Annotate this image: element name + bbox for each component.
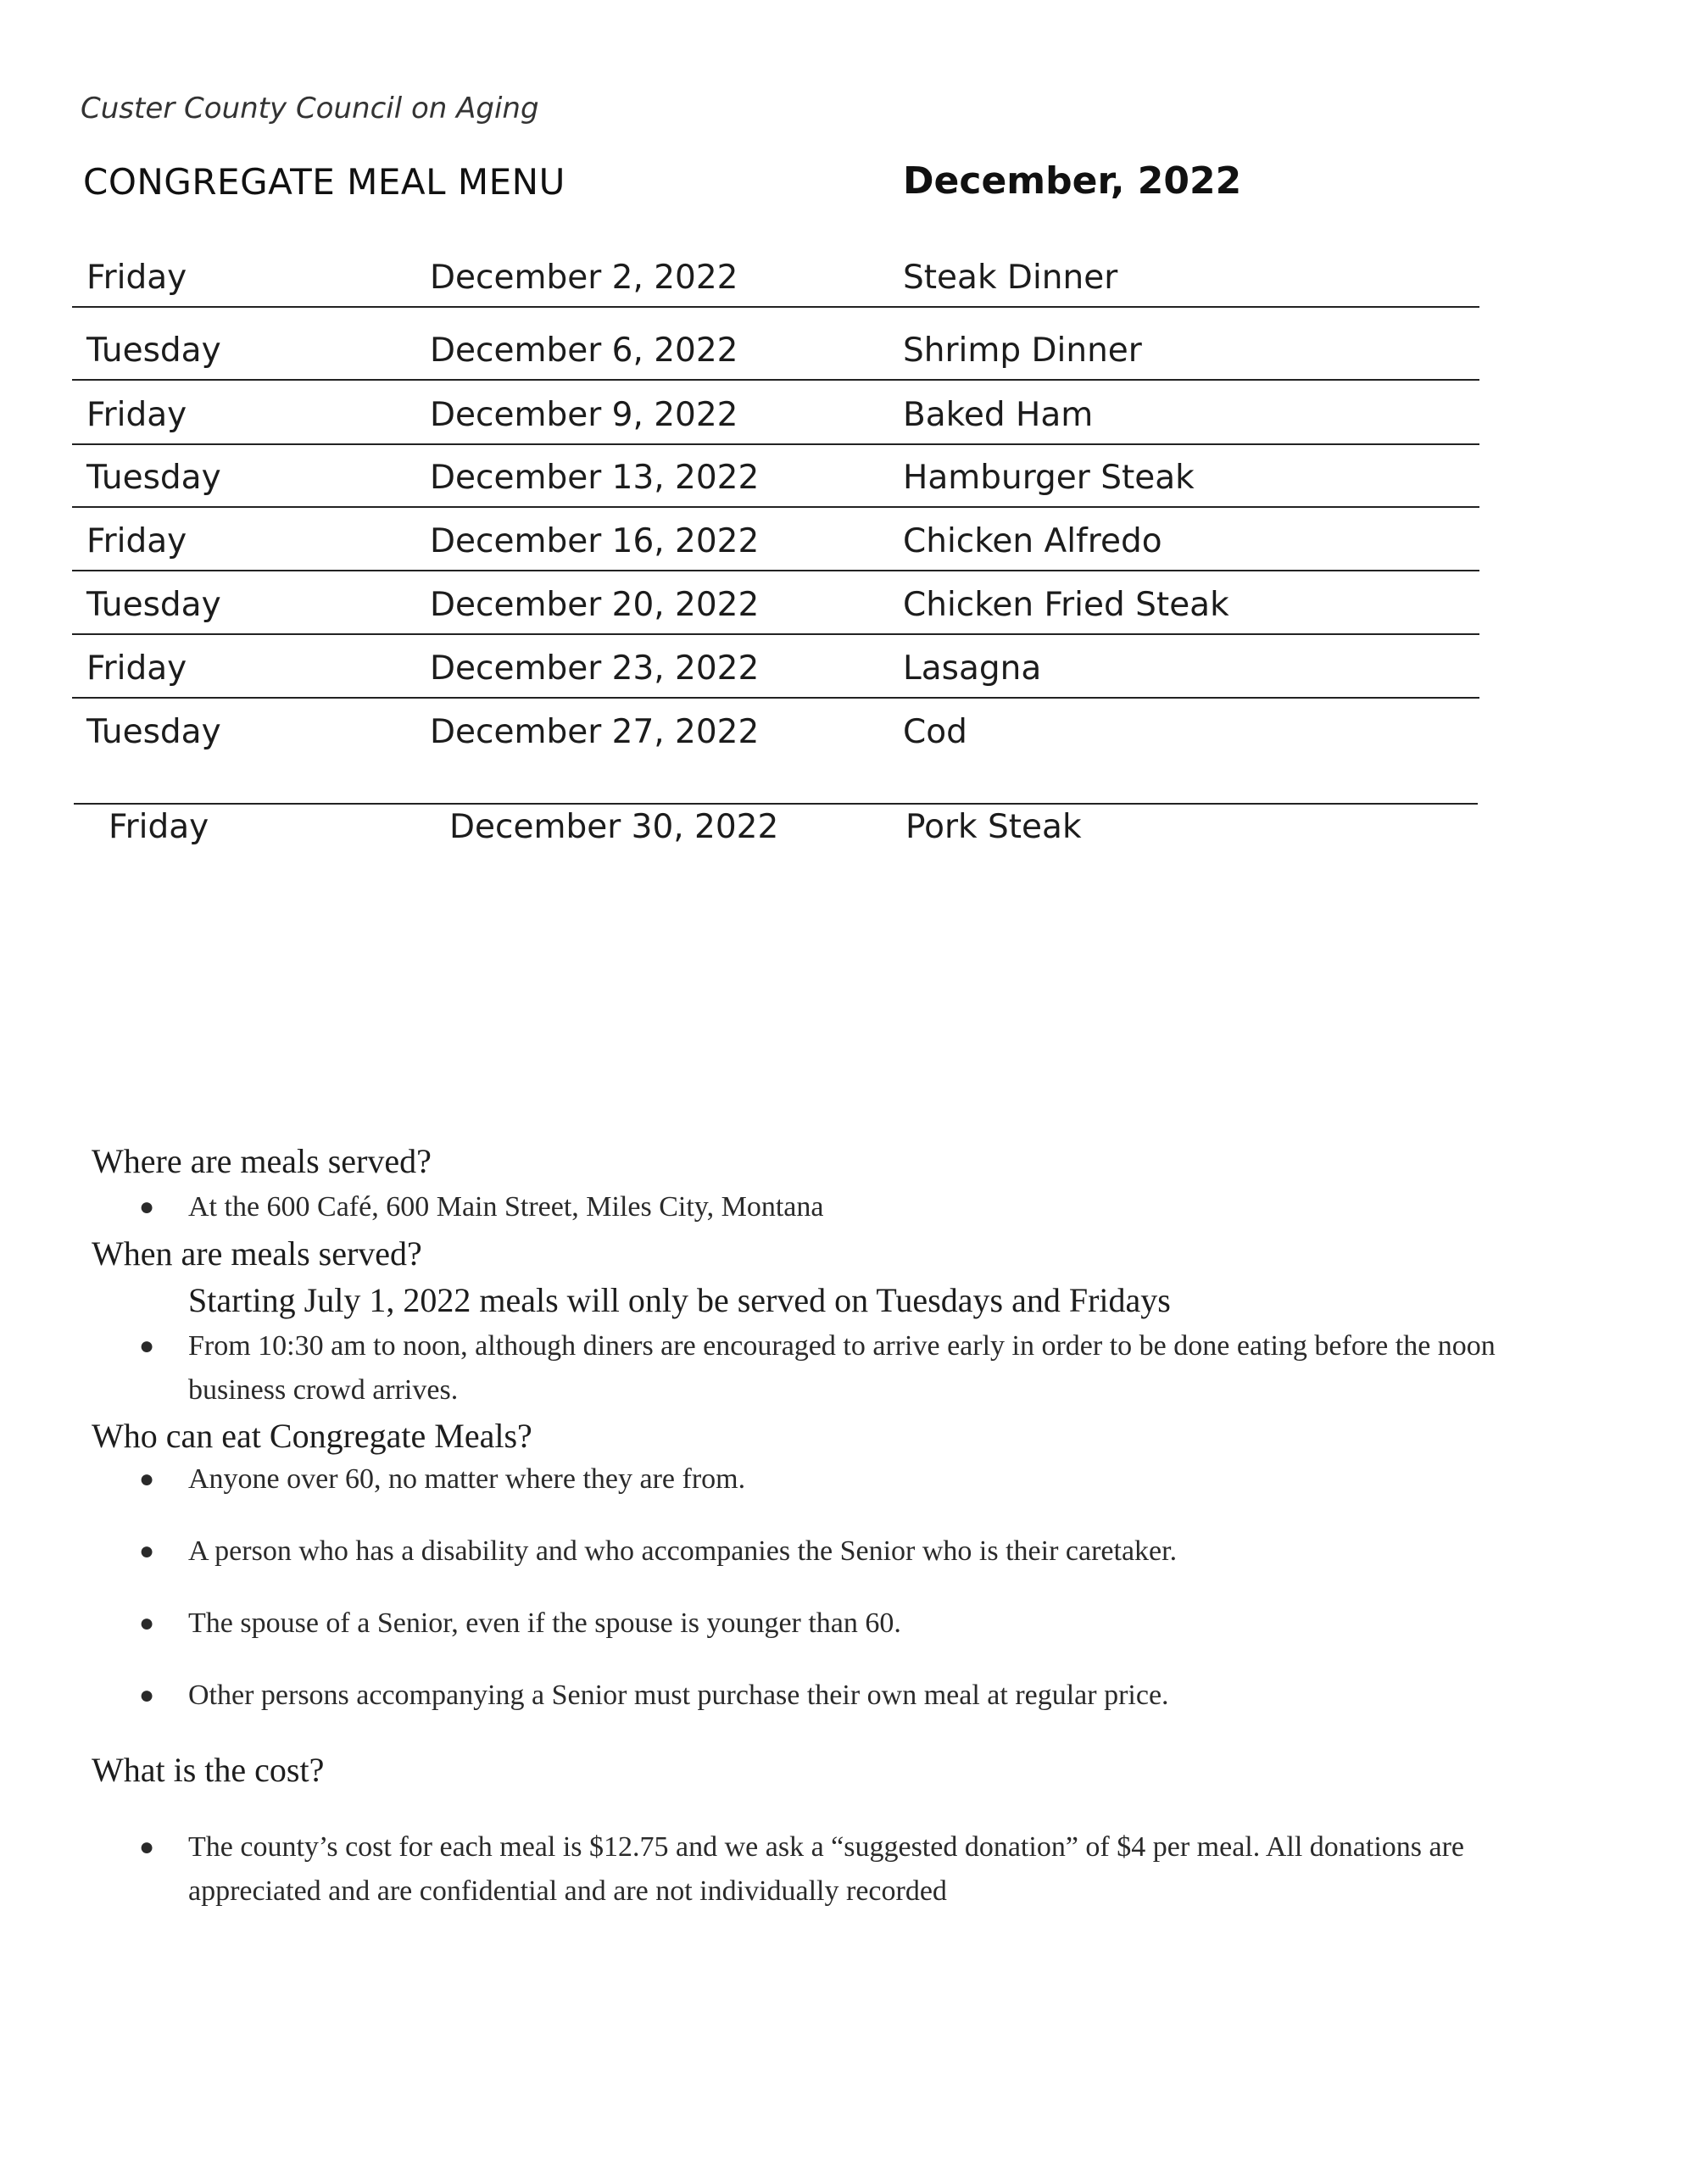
- list-item: [136, 1457, 1594, 1502]
- list-item: [136, 1185, 1594, 1229]
- table-row: [72, 522, 1479, 571]
- bullet-icon: ●: [139, 1332, 155, 1360]
- day-cell: Tuesday: [86, 332, 221, 370]
- meal-cell: Steak Dinner: [903, 259, 1118, 297]
- bullet-icon: ●: [139, 1681, 155, 1709]
- day-cell: Friday: [86, 396, 187, 434]
- meal-cell: Pork Steak: [905, 808, 1082, 846]
- bullet-icon: ●: [139, 1609, 155, 1637]
- who-answer: Anyone over 60, no matter where they are from.: [188, 1463, 746, 1495]
- table-row: [72, 396, 1479, 445]
- meal-cell: Chicken Alfredo: [903, 522, 1162, 560]
- who-answer: The spouse of a Senior, even if the spouse is younger than 60.: [188, 1607, 901, 1639]
- day-cell: Tuesday: [86, 713, 221, 751]
- page-title: CONGREGATE MEAL MENU: [83, 161, 565, 203]
- where-answer: At the 600 Café, 600 Main Street, Miles City, Montana: [188, 1191, 824, 1223]
- date-cell: December 16, 2022: [430, 522, 760, 560]
- table-row: [72, 586, 1479, 635]
- when-lead: Starting July 1, 2022 meals will only be served on Tuesdays and Fridays: [188, 1281, 1171, 1319]
- day-cell: Friday: [86, 259, 187, 297]
- meal-cell: Baked Ham: [903, 396, 1094, 434]
- row-divider: [72, 506, 1479, 508]
- row-divider: [74, 803, 1478, 805]
- meal-cell: Shrimp Dinner: [903, 332, 1142, 370]
- day-cell: Friday: [109, 808, 209, 846]
- menu-month: December, 2022: [903, 159, 1242, 203]
- row-divider: [72, 443, 1479, 445]
- bullet-icon: ●: [139, 1537, 155, 1565]
- date-cell: December 6, 2022: [430, 332, 738, 370]
- date-cell: December 9, 2022: [430, 396, 738, 434]
- table-row: [72, 713, 1479, 781]
- day-cell: Tuesday: [86, 459, 221, 497]
- list-item: [136, 1529, 1594, 1574]
- when-answer: From 10:30 am to noon, although diners are encouraged to arrive early in order to be done eating before the noon business crowd arrives.: [188, 1330, 1496, 1406]
- bullet-icon: ●: [139, 1193, 155, 1221]
- row-divider: [72, 379, 1479, 381]
- table-row: [72, 808, 1479, 857]
- meal-cell: Cod: [903, 713, 967, 751]
- table-row: [72, 259, 1479, 308]
- who-question: Who can eat Congregate Meals?: [92, 1417, 532, 1455]
- day-cell: Friday: [86, 522, 187, 560]
- who-answer: A person who has a disability and who accompanies the Senior who is their caretaker.: [188, 1535, 1178, 1567]
- meal-cell: Chicken Fried Steak: [903, 586, 1229, 624]
- row-divider: [72, 633, 1479, 635]
- row-divider: [72, 306, 1479, 308]
- meal-cell: Hamburger Steak: [903, 459, 1195, 497]
- row-divider: [72, 570, 1479, 571]
- bullet-icon: ●: [139, 1465, 155, 1493]
- list-item: [136, 1602, 1594, 1646]
- who-answer: Other persons accompanying a Senior must purchase their own meal at regular price.: [188, 1680, 1169, 1711]
- where-question: Where are meals served?: [92, 1142, 432, 1180]
- date-cell: December 2, 2022: [430, 259, 738, 297]
- day-cell: Friday: [86, 649, 187, 688]
- date-cell: December 20, 2022: [430, 586, 760, 624]
- day-cell: Tuesday: [86, 586, 221, 624]
- meal-menu-table: [0, 0, 1688, 890]
- bullet-icon: ●: [139, 1833, 155, 1861]
- meal-cell: Lasagna: [903, 649, 1042, 688]
- row-divider: [72, 697, 1479, 699]
- cost-question: What is the cost?: [92, 1751, 325, 1789]
- organization-name: Custer County Council on Aging: [81, 92, 539, 125]
- date-cell: December 27, 2022: [430, 713, 760, 751]
- date-cell: December 23, 2022: [430, 649, 760, 688]
- table-row: [72, 649, 1479, 699]
- table-row: [72, 459, 1479, 508]
- list-item: [136, 1825, 1594, 1914]
- date-cell: December 30, 2022: [449, 808, 779, 846]
- list-item: [136, 1324, 1594, 1412]
- date-cell: December 13, 2022: [430, 459, 760, 497]
- list-item: [136, 1674, 1594, 1718]
- cost-answer: The county’s cost for each meal is $12.75 and we ask a “suggested donation” of $4 per meal. All donations are appreciated and are confidential and are not individually recorded: [188, 1831, 1465, 1907]
- when-question: When are meals served?: [92, 1234, 422, 1273]
- table-row: [72, 332, 1479, 381]
